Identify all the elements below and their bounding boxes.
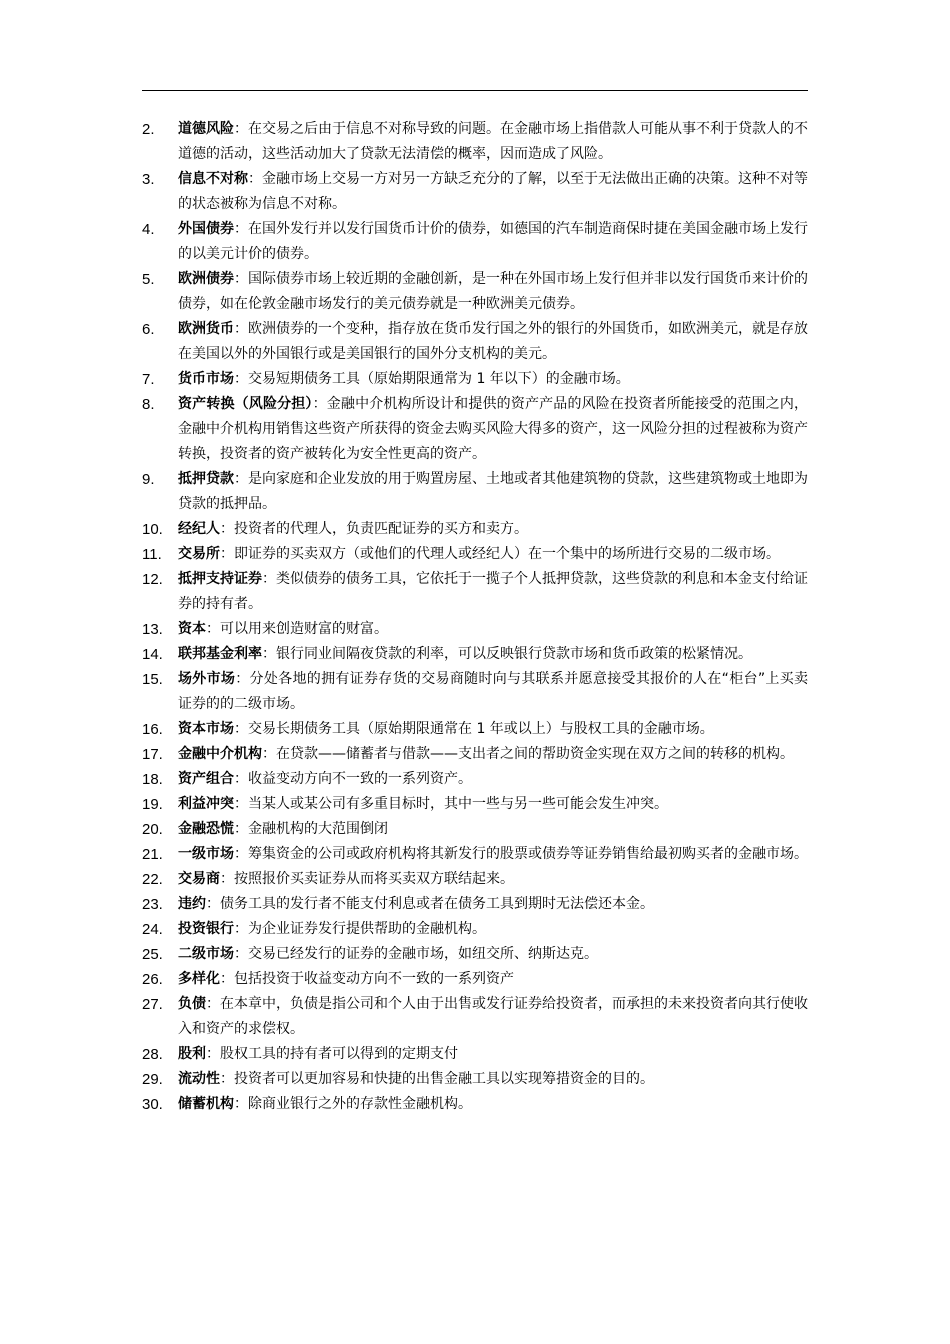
term-definition: ：在国外发行并以发行国货币计价的债券，如德国的汽车制造商保时捷在美国金融市场上发行的以美元计价的债券。	[178, 221, 808, 262]
term-definition: ：在贷款——储蓄者与借款——支出者之间的帮助资金实现在双方之间的转移的机构。	[262, 746, 794, 762]
item-body	[178, 117, 808, 167]
term-name: 外国债券	[178, 221, 234, 237]
item-body	[178, 967, 808, 992]
glossary-item	[142, 867, 808, 892]
term-name: 欧洲债券	[178, 271, 234, 287]
term-definition: ：是向家庭和企业发放的用于购置房屋、土地或者其他建筑物的贷款，这些建筑物或土地即为贷款的抵押品。	[178, 471, 808, 512]
term-name: 货币市场	[178, 371, 234, 387]
item-body	[178, 867, 808, 892]
term-name: 投资银行	[178, 921, 234, 937]
item-body	[178, 742, 808, 767]
glossary-list	[142, 117, 808, 1117]
glossary-item	[142, 542, 808, 567]
item-body	[178, 1092, 808, 1117]
glossary-item	[142, 517, 808, 542]
term-definition: ：交易长期债务工具（原始期限通常在 1 年或以上）与股权工具的金融市场。	[234, 721, 714, 737]
term-definition: ：分处各地的拥有证券存货的交易商随时向与其联系并愿意接受其报价的人在“柜台”上买卖证券的的二级市场。	[178, 671, 808, 712]
item-number: 6.	[142, 321, 155, 338]
term-definition: ：除商业银行之外的存款性金融机构。	[234, 1096, 472, 1112]
item-number: 3.	[142, 171, 155, 188]
item-number: 7.	[142, 371, 155, 388]
glossary-item	[142, 567, 808, 617]
glossary-item	[142, 467, 808, 517]
term-definition: ：投资者的代理人，负责匹配证券的买方和卖方。	[220, 521, 528, 537]
glossary-item	[142, 667, 808, 717]
item-body	[178, 167, 808, 217]
glossary-item	[142, 742, 808, 767]
glossary-item	[142, 217, 808, 267]
item-number: 10.	[142, 521, 163, 538]
term-definition: ：金融机构的大范围倒闭	[234, 821, 388, 837]
item-body	[178, 317, 808, 367]
item-body	[178, 842, 808, 867]
item-number: 17.	[142, 746, 163, 763]
term-name: 负债	[178, 996, 206, 1012]
item-body	[178, 942, 808, 967]
term-definition: ：金融市场上交易一方对另一方缺乏充分的了解，以至于无法做出正确的决策。这种不对等的状态被称为信息不对称。	[178, 171, 808, 212]
term-name: 多样化	[178, 971, 220, 987]
item-body	[178, 567, 808, 617]
term-name: 资本	[178, 621, 206, 637]
item-number: 11.	[142, 546, 162, 563]
item-body	[178, 642, 808, 667]
item-body	[178, 667, 808, 717]
term-definition: ：欧洲债券的一个变种，指存放在货币发行国之外的银行的外国货币，如欧洲美元，就是存放在美国以外的外国银行或是美国银行的国外分支机构的美元。	[178, 321, 808, 362]
glossary-item	[142, 367, 808, 392]
term-definition: ：金融中介机构所设计和提供的资产产品的风险在投资者所能接受的范围之内，金融中介机构用销售这些资产所获得的资金去购买风险大得多的资产，这一风险分担的过程被称为资产转换，投资者的资产被转化为安全性更高的资产。	[178, 396, 809, 462]
term-definition: ：在交易之后由于信息不对称导致的问题。在金融市场上指借款人可能从事不利于贷款人的不道德的活动，这些活动加大了贷款无法清偿的概率，因而造成了风险。	[178, 121, 808, 162]
item-number: 13.	[142, 621, 163, 638]
term-definition: ：类似债券的债务工具，它依托于一揽子个人抵押贷款，这些贷款的利息和本金支付给证券的持有者。	[178, 571, 808, 612]
term-definition: ：银行同业间隔夜贷款的利率，可以反映银行贷款市场和货币政策的松紧情况。	[262, 646, 752, 662]
item-number: 24.	[142, 921, 163, 938]
glossary-item	[142, 817, 808, 842]
term-definition: ：可以用来创造财富的财富。	[206, 621, 388, 637]
item-number: 26.	[142, 971, 163, 988]
item-number: 23.	[142, 896, 163, 913]
item-body	[178, 1042, 808, 1067]
term-definition: ：筹集资金的公司或政府机构将其新发行的股票或债券等证券销售给最初购买者的金融市场。	[234, 846, 808, 862]
term-name: 交易所	[178, 546, 220, 562]
item-number: 15.	[142, 671, 163, 688]
term-name: 抵押支持证券	[178, 571, 262, 587]
glossary-item	[142, 1042, 808, 1067]
item-body	[178, 767, 808, 792]
term-definition: ：按照报价买卖证券从而将买卖双方联结起来。	[220, 871, 514, 887]
glossary-item	[142, 167, 808, 217]
item-body	[178, 992, 808, 1042]
item-number: 18.	[142, 771, 163, 788]
item-number: 20.	[142, 821, 163, 838]
item-body	[178, 1067, 808, 1092]
item-body	[178, 542, 808, 567]
glossary-item	[142, 992, 808, 1042]
glossary-item	[142, 967, 808, 992]
item-number: 5.	[142, 271, 155, 288]
item-number: 25.	[142, 946, 163, 963]
term-name: 储蓄机构	[178, 1096, 234, 1112]
glossary-item	[142, 117, 808, 167]
term-name: 场外市场	[178, 671, 236, 687]
item-number: 30.	[142, 1096, 163, 1113]
item-body	[178, 467, 808, 517]
item-body	[178, 792, 808, 817]
term-definition: ：收益变动方向不一致的一系列资产。	[234, 771, 472, 787]
term-definition: ：股权工具的持有者可以得到的定期支付	[206, 1046, 458, 1062]
header-rule	[142, 90, 808, 91]
term-name: 金融中介机构	[178, 746, 262, 762]
item-number: 19.	[142, 796, 163, 813]
item-body	[178, 617, 808, 642]
item-number: 12.	[142, 571, 163, 588]
item-number: 28.	[142, 1046, 163, 1063]
term-name: 流动性	[178, 1071, 220, 1087]
item-body	[178, 392, 808, 467]
term-name: 资产组合	[178, 771, 234, 787]
term-definition: ：即证券的买卖双方（或他们的代理人或经纪人）在一个集中的场所进行交易的二级市场。	[220, 546, 780, 562]
term-name: 资本市场	[178, 721, 234, 737]
item-number: 21.	[142, 846, 163, 863]
glossary-item	[142, 317, 808, 367]
item-number: 8.	[142, 396, 155, 413]
glossary-item	[142, 642, 808, 667]
item-body	[178, 917, 808, 942]
item-body	[178, 817, 808, 842]
term-name: 利益冲突	[178, 796, 234, 812]
glossary-item	[142, 917, 808, 942]
glossary-item	[142, 842, 808, 867]
term-name: 交易商	[178, 871, 220, 887]
term-definition: ：交易已经发行的证券的金融市场，如纽交所、纳斯达克。	[234, 946, 598, 962]
term-definition: ：投资者可以更加容易和快捷的出售金融工具以实现筹措资金的目的。	[220, 1071, 654, 1087]
item-number: 29.	[142, 1071, 163, 1088]
term-definition: ：交易短期债务工具（原始期限通常为 1 年以下）的金融市场。	[234, 371, 630, 387]
glossary-item	[142, 717, 808, 742]
term-name: 二级市场	[178, 946, 234, 962]
term-name: 一级市场	[178, 846, 234, 862]
glossary-item	[142, 1067, 808, 1092]
item-body	[178, 517, 808, 542]
item-number: 16.	[142, 721, 163, 738]
item-body	[178, 892, 808, 917]
term-definition: ：包括投资于收益变动方向不一致的一系列资产	[220, 971, 514, 987]
item-body	[178, 367, 808, 392]
item-body	[178, 717, 808, 742]
term-name: 道德风险	[178, 121, 234, 137]
item-number: 4.	[142, 221, 155, 238]
glossary-item	[142, 392, 808, 467]
term-definition: ：债务工具的发行者不能支付利息或者在债务工具到期时无法偿还本金。	[206, 896, 654, 912]
item-number: 14.	[142, 646, 163, 663]
item-number: 2.	[142, 121, 155, 138]
term-definition: ：当某人或某公司有多重目标时，其中一些与另一些可能会发生冲突。	[234, 796, 668, 812]
item-body	[178, 267, 808, 317]
term-definition: ：国际债券市场上较近期的金融创新，是一种在外国市场上发行但并非以发行国货币来计价的债券，如在伦敦金融市场发行的美元债券就是一种欧洲美元债券。	[178, 271, 808, 312]
term-name: 信息不对称	[178, 171, 248, 187]
glossary-item	[142, 792, 808, 817]
term-definition: ：为企业证券发行提供帮助的金融机构。	[234, 921, 486, 937]
term-name: 金融恐慌	[178, 821, 234, 837]
term-name: 抵押贷款	[178, 471, 234, 487]
term-name: 经纪人	[178, 521, 220, 537]
glossary-item	[142, 767, 808, 792]
glossary-item	[142, 892, 808, 917]
term-name: 欧洲货币	[178, 321, 234, 337]
item-number: 22.	[142, 871, 163, 888]
term-name: 违约	[178, 896, 206, 912]
item-number: 27.	[142, 996, 163, 1013]
term-definition: ：在本章中，负债是指公司和个人由于出售或发行证券给投资者，而承担的未来投资者向其行使收入和资产的求偿权。	[178, 996, 808, 1037]
glossary-item	[142, 1092, 808, 1117]
glossary-item	[142, 942, 808, 967]
term-name: 联邦基金利率	[178, 646, 262, 662]
glossary-item	[142, 617, 808, 642]
item-number: 9.	[142, 471, 155, 488]
term-name: 股利	[178, 1046, 206, 1062]
item-body	[178, 217, 808, 267]
term-name: 资产转换（风险分担）	[178, 396, 313, 412]
glossary-item	[142, 267, 808, 317]
